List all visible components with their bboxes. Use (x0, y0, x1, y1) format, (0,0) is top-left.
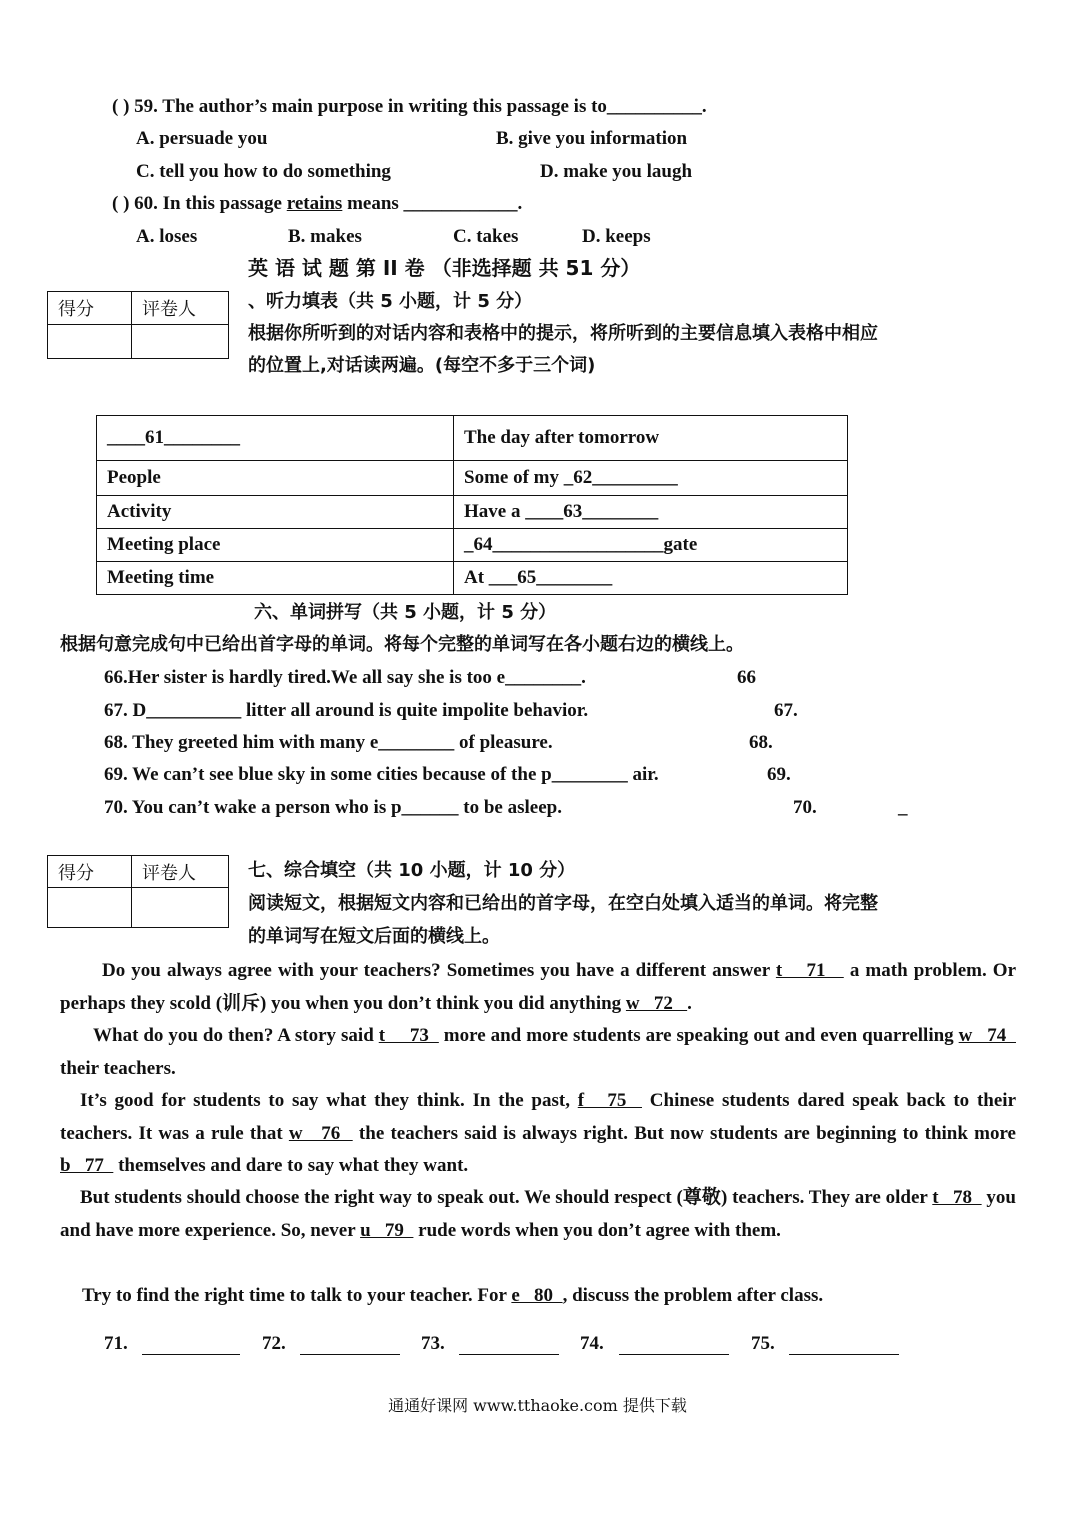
question-66: 66.Her sister is hardly tired.We all say she is too e________. (104, 667, 586, 688)
blank-73: t 73 (378, 1025, 439, 1046)
passage-paragraph-4: But students should choose the right way to speak out. We should respect (尊敬) teachers. They are older t 78 you and have more experience. So, never u 79 rude words when you don’t agree with them. (60, 1187, 1016, 1241)
table-cell: Have a ____63________ (454, 496, 848, 529)
page-footer: 通通好课网 www.tthaoke.com 提供下载 (388, 1396, 687, 1415)
table-cell: _64__________________gate (454, 529, 848, 562)
score-cell[interactable] (48, 325, 132, 359)
answer-label-75: 75. (751, 1333, 775, 1354)
section-6-title: 六、单词拼写（共 5 小题，计 5 分） (254, 602, 557, 623)
grader-cell[interactable] (132, 325, 229, 359)
table-cell: Activity (97, 496, 454, 529)
option-59-a: A. persuade you (136, 128, 268, 149)
score-label: 得分 (48, 292, 132, 325)
question-68: 68. They greeted him with many e________ of pleasure. (104, 732, 553, 753)
blank-74: w 74 (958, 1025, 1016, 1046)
answer-line-72[interactable] (300, 1336, 400, 1355)
table-cell: Meeting time (97, 562, 454, 595)
answer-line-70: _ (898, 797, 908, 818)
blank-75: f 75 (577, 1090, 642, 1111)
option-60-b: B. makes (288, 226, 362, 247)
section-6-instruction: 根据句意完成句中已给出首字母的单词。将每个完整的单词写在各小题右边的横线上。 (60, 634, 744, 655)
table-cell: The day after tomorrow (454, 416, 848, 461)
blank-80: e 80 (511, 1285, 563, 1306)
answer-number-66: 66 (737, 667, 756, 688)
answer-line-75[interactable] (789, 1336, 899, 1355)
underlined-word: retains (286, 193, 343, 214)
grader-label: 评卷人 (132, 856, 229, 888)
answer-label-74: 74. (580, 1333, 604, 1354)
blank-78: t 78 (932, 1187, 982, 1208)
score-box (47, 855, 229, 928)
passage-paragraph-2: What do you do then? A story said t 73 more and more students are speaking out and even quarrelling w 74 their teachers. (60, 1025, 1016, 1079)
question-69: 69. We can’t see blue sky in some cities because of the p________ air. (104, 764, 659, 785)
grader-cell[interactable] (132, 888, 229, 928)
blank-72: w 72 (625, 992, 688, 1014)
answer-number-70: 70. (793, 797, 817, 818)
part-two-title: 英 语 试 题 第 II 卷 （非选择题 共 51 分） (248, 256, 641, 280)
passage-paragraph-3: It’s good for students to say what they think. In the past, f 75 Chinese students dared speak back to their teachers. It was a rule that w 76 the teachers said is always right. But now students are beginning to think more b 77 themselves and dare to say what they want. (60, 1090, 1017, 1176)
blank-71: t 71 (775, 960, 844, 981)
question-59-stem: ( ) 59. The author’s main purpose in writing this passage is to__________. (112, 96, 707, 117)
blank-76: w 76 (288, 1122, 353, 1144)
option-60-a: A. loses (136, 226, 198, 247)
table-cell: Some of my _62_________ (454, 461, 848, 496)
question-60-stem: ( ) 60. In this passage retains means ____________. (112, 193, 523, 214)
table-cell: People (97, 461, 454, 496)
section-5-title: 、听力填表（共 5 小题，计 5 分） (248, 291, 533, 312)
question-70: 70. You can’t wake a person who is p______ to be asleep. (104, 797, 562, 818)
answer-line-71[interactable] (142, 1336, 240, 1355)
question-67: 67. D__________ litter all around is quite impolite behavior. (104, 700, 589, 721)
passage-paragraph-5: Try to find the right time to talk to your teacher. For e 80 , discuss the problem after class. (82, 1285, 824, 1306)
answer-line-74[interactable] (619, 1336, 729, 1355)
section-7-instruction: 阅读短文，根据短文内容和已给出的首字母，在空白处填入适当的单词。将完整 (248, 893, 878, 914)
answer-label-71: 71. (104, 1333, 128, 1354)
table-cell: ____61________ (97, 416, 454, 461)
section-7-instruction-cont: 的单词写在短文后面的横线上。 (248, 926, 500, 947)
blank-79: u 79 (360, 1219, 414, 1241)
score-cell[interactable] (48, 888, 132, 928)
table-cell: At ___65________ (454, 562, 848, 595)
answer-number-69: 69. (767, 764, 791, 785)
answer-number-68: 68. (749, 732, 773, 753)
blank-77: b 77 (60, 1155, 114, 1176)
listening-table (96, 415, 848, 595)
score-label: 得分 (48, 856, 132, 888)
option-60-d: D. keeps (582, 226, 651, 247)
option-59-c: C. tell you how to do something (136, 161, 391, 182)
section-7-title: 七、综合填空（共 10 小题，计 10 分） (248, 860, 576, 881)
option-59-b: B. give you information (496, 128, 688, 149)
passage-paragraph-1: Do you always agree with your teachers? Sometimes you have a different answer t 71 a math problem. Or perhaps they scold (训斥) you when you don’t think you did anything w 72 . (60, 960, 1017, 1014)
section-5-instruction: 根据你所听到的对话内容和表格中的提示，将所听到的主要信息填入表格中相应 (248, 323, 878, 344)
grader-label: 评卷人 (132, 292, 229, 325)
option-60-c: C. takes (453, 226, 519, 247)
option-59-d: D. make you laugh (540, 161, 693, 182)
answer-number-67: 67. (774, 700, 798, 721)
answer-line-73[interactable] (459, 1336, 559, 1355)
table-cell: Meeting place (97, 529, 454, 562)
answer-label-72: 72. (262, 1333, 286, 1354)
answer-label-73: 73. (421, 1333, 445, 1354)
section-5-instruction-cont: 的位置上,对话读两遍。(每空不多于三个词) (248, 355, 596, 376)
score-box (47, 291, 229, 359)
